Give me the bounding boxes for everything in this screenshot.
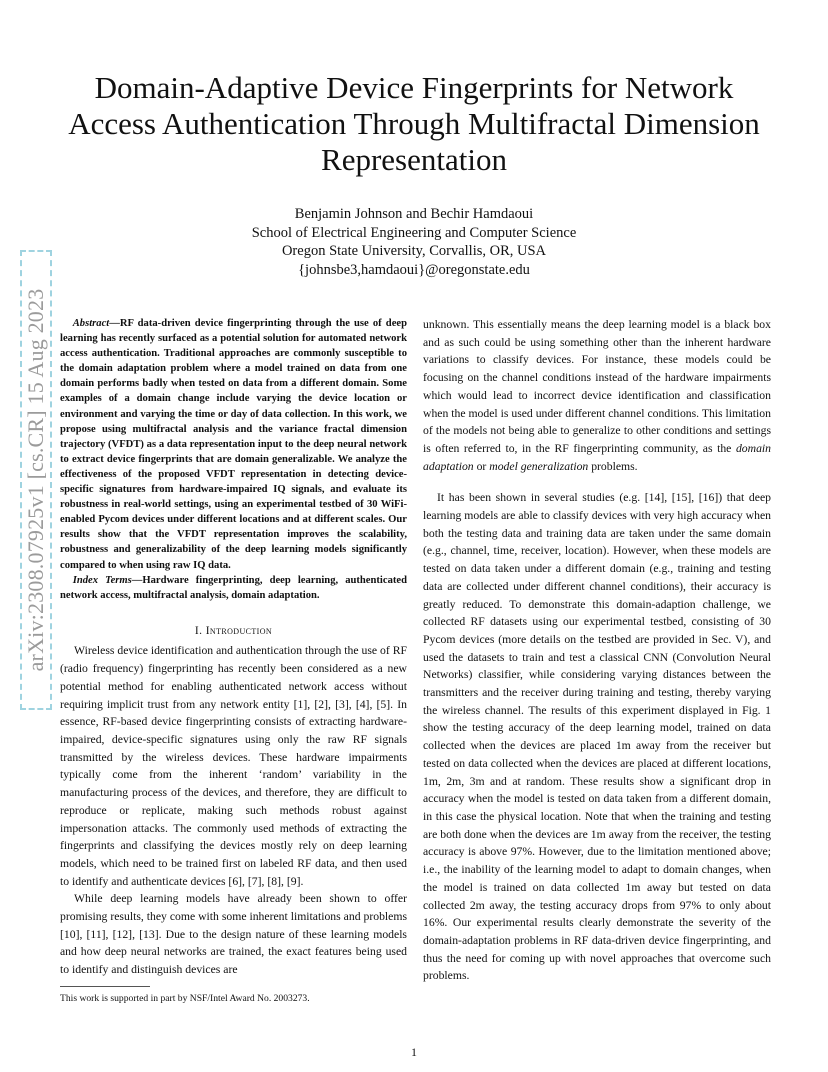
- section-heading-introduction: [60, 623, 407, 641]
- right-paragraph-1: [423, 316, 771, 475]
- abstract-label: Abstract: [72, 318, 110, 329]
- arxiv-sidebar-stamp: [20, 250, 52, 710]
- conjunction-or: or: [473, 459, 490, 473]
- footnote-rule: [60, 986, 150, 987]
- intro-paragraph-2: While deep learning models have already been shown to offer promising results, they come with some inherent limitations and problems [10], [11], [12], [13]. Due to the design nature of these learning models and how deep neural networks are trained, the exact features being used to identify and distinguish devices are: [60, 892, 407, 977]
- term-model-generalization: model generalization: [489, 459, 589, 473]
- paper-title: Domain-Adaptive Device Fingerprints for Network Access Authentication Through Multifractal Dimension Representation: [68, 70, 760, 177]
- left-column: [60, 316, 407, 979]
- abstract-text: —RF data-driven device fingerprinting through the use of deep learning has recently surfaced as a potential solution for automated network access authentication. Traditional approaches are commonly susceptible to the domain adaptation problem where a model trained on data from one domain performs badly when tested on data from a different domain. Some examples of a domain change include varying the device location or environment and varying the time or day of data collection. In this work, we propose using multifractal analysis and the variance fractal dimension trajectory (VFDT) as a data representation input to the deep neural network to extract device fingerprints that are domain generalizable. We analyze the effectiveness of the proposed VFDT representation in detecting device-specific signatures from hardware-impaired IQ signals, and evaluate its robustness in real-world settings, using an experimental testbed of 30 WiFi-enabled Pycom devices under different locations and at different scales. Our results show that the VFDT representation improves the scalability, robustness and generalizability of the deep learning models significantly compared to when using raw IQ data.: [60, 318, 407, 571]
- index-terms-label: Index Terms: [72, 574, 132, 586]
- intro-paragraph-1: Wireless device identification and authentication through the use of RF (radio frequency) fingerprinting has recently been considered as a new potential method for enabling authenticated network access without requiring implicit trust from any network entity [1], [2], [3], [4], [5]. In essence, RF-based device fingerprinting consists of extracting hardware-impaired, device-specific signatures using only the raw RF signals transmitted by the wireless devices. These hardware impairments typically come from the inherent ‘random’ variability in the manufacturing process of the devices, and therefore, they are difficult to reproduce or replicate, making such methods robust against impersonation attacks. The commonly used methods of extracting the fingerprints and classifying the devices mostly rely on deep learning models, which need to be trained first on labeled RF data, and then used to identify and authenticate devices [6], [7], [8], [9].: [60, 644, 407, 888]
- author-names: Benjamin Johnson and Bechir Hamdaoui: [294, 206, 534, 222]
- term-domain-adaptation: domain adaptation: [423, 441, 771, 473]
- author-email: {johnsbe3,hamdaoui}@oregonstate.edu: [298, 261, 530, 278]
- funding-footnote: This work is supported in part by NSF/Intel Award No. 2003273.: [60, 993, 310, 1004]
- paragraph-gap: [423, 475, 771, 489]
- abstract: [60, 316, 407, 573]
- arxiv-identifier: arXiv:2308.07925v1 [cs.CR] 15 Aug 2023: [23, 288, 48, 672]
- right-column: [423, 316, 771, 985]
- section-title: Introduction: [205, 624, 273, 637]
- page-number: 1: [411, 1045, 417, 1059]
- index-terms: [60, 573, 407, 603]
- author-block: [150, 205, 678, 279]
- right-paragraph-1-start: unknown. This essentially means the deep learning model is a black box and as such could be using something other than the inherent hardware variations to classify devices. For instance, these models could be focusing on the channel conditions instead of the hardware impairments which would lead to incorrect device identification and classification when the model is used under different channel conditions. This limitation of the models not being able to generalize to other conditions and settings is often referred to, in the RF fingerprinting community, as the: [423, 318, 771, 455]
- affiliation-school: School of Electrical Engineering and Computer Science: [251, 224, 577, 241]
- index-terms-text: —Hardware fingerprinting, deep learning, authenticated network access, multifractal analysis, domain adaptation.: [60, 574, 407, 601]
- section-number: I.: [194, 624, 206, 637]
- right-paragraph-1-end: problems.: [588, 459, 638, 473]
- affiliation-university: Oregon State University, Corvallis, OR, USA: [281, 243, 547, 259]
- right-paragraph-2: It has been shown in several studies (e.g. [14], [15], [16]) that deep learning models are able to classify devices with very high accuracy when both the testing data and training data are taken under the same domain (e.g., channel, time, receiver, location). However, when these models are tested on data taken under a different domain (e.g., training and testing data are collected under different channel conditions), their accuracy is greatly reduced. To demonstrate this domain-adaption challenge, we collected RF datasets using our experimental testbed, consisting of 30 Pycom devices (more details on the testbed are provided in Sec. V), and used the datasets to train and test a classical CNN (Convolution Neural Networks) classifier, while considering varying distances between the transmitters and the receiver during training and testing, thereby varying the wireless channel. The results of this experiment displayed in Fig. 1 show the testing accuracy of the deep learning model, trained on data collected when the devices are placed 1m away from the receiver but tested on data collected when the devices are placed at different locations, 1m, 2m, 3m and at random. These results show a significant drop in accuracy when the model is tested on data taken from a different domain, in this case the physical location. Note that when the training and testing are both done when the devices are 1m away from the receiver, the testing accuracy is above 97%. However, due to the limitation mentioned above; i.e., the inability of the learning model to adapt to domain changes, when the model is trained on data collected 1m away but tested on data collected 2m away, the testing accuracy drops from 97% to only about 16%. Our experimental results clearly demonstrate the severity of the domain-adaptation problems in RF data-driven device fingerprinting, and thus the need for coming up with novel approaches that overcome such problems.: [423, 491, 771, 983]
